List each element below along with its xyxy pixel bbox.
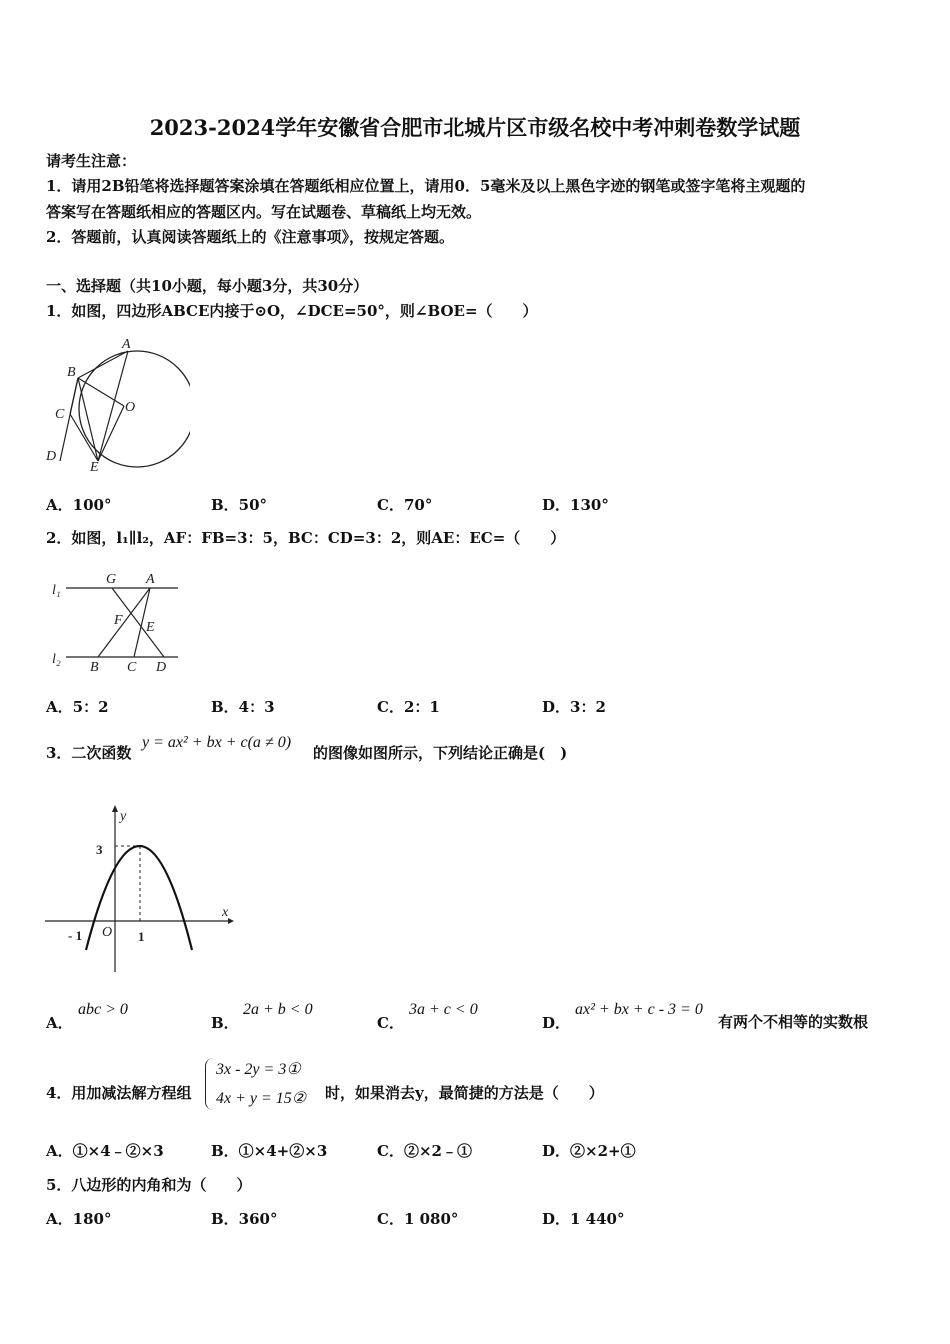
q3-option-d-letter[interactable]: D．: [542, 1014, 571, 1032]
q1-option-b[interactable]: B．50°: [211, 496, 268, 514]
q2-label-l1: l₁: [52, 583, 61, 598]
q1-label-c: C: [55, 407, 65, 422]
question-5-stem: 5．八边形的内角和为（ ）: [46, 1176, 252, 1194]
q2-option-d[interactable]: D．3：2: [542, 698, 606, 716]
q3-label-neg1: - 1: [68, 928, 83, 943]
q1-option-c[interactable]: C．70°: [377, 496, 433, 514]
q1-line-be: [78, 378, 98, 461]
q5-option-c[interactable]: C．1 080°: [377, 1210, 459, 1228]
q2-label-e: E: [146, 620, 155, 635]
q2-parallel-figure: [46, 566, 186, 676]
q3-label-1: 1: [138, 929, 145, 944]
page-title: 2023-2024学年安徽省合肥市北城片区市级名校中考冲刺卷数学试题: [149, 115, 801, 140]
q4-option-c[interactable]: C．②×2﹣①: [377, 1142, 472, 1160]
question-1-stem: 1．如图，四边形ABCE内接于⊙O，∠DCE=50°，则∠BOE=（ ）: [46, 302, 538, 320]
q3-option-d-math: ax² + bx + c - 3 = 0: [575, 1001, 703, 1018]
q2-label-c: C: [127, 660, 137, 675]
q3-option-a-math: abc > 0: [78, 1001, 128, 1018]
q2-label-l2: l₂: [52, 652, 61, 667]
q2-option-a[interactable]: A．5：2: [46, 698, 109, 716]
q3-option-d-text: 有两个不相等的实数根: [718, 1013, 869, 1031]
q5-option-a[interactable]: A．180°: [46, 1210, 112, 1228]
notice-heading: 请考生注意：: [46, 152, 137, 170]
notice-line-1: 1．请用2B铅笔将选择题答案涂填在答题纸相应位置上，请用0．5毫米及以上黑色字迹的钢笔或签字笔将主观题的: [46, 177, 806, 195]
question-4-stem-post: 时，如果消去y，最简捷的方法是（ ）: [325, 1084, 604, 1102]
question-2-stem: 2．如图，l₁∥l₂，AF：FB=3：5，BC：CD=3：2，则AE：EC=（ ）: [46, 529, 566, 547]
q4-option-d[interactable]: D．②×2+①: [542, 1142, 636, 1160]
q3-option-c-letter[interactable]: C．: [377, 1014, 404, 1032]
q2-option-b[interactable]: B．4：3: [211, 698, 275, 716]
q4-equation-2: 4x + y = 15②: [216, 1090, 307, 1107]
q4-option-b[interactable]: B．①×4+②×3: [211, 1142, 328, 1160]
notice-line-2: 答案写在答题纸相应的答题区内。写在试题卷、草稿纸上均无效。: [46, 203, 482, 221]
section-heading: 一、选择题（共10小题，每小题3分，共30分）: [46, 277, 369, 295]
q1-option-d[interactable]: D．130°: [542, 496, 609, 514]
q3-y-arrow: [112, 805, 118, 812]
q3-label-x: x: [222, 905, 229, 920]
q1-option-a[interactable]: A．100°: [46, 496, 112, 514]
q3-option-b-letter[interactable]: B．: [211, 1014, 239, 1032]
q1-label-d: D: [46, 449, 57, 464]
q3-x-arrow: [228, 918, 234, 924]
q4-equation-1: 3x - 2y = 3①: [216, 1061, 301, 1078]
question-3-stem-pre: 3．二次函数: [46, 744, 132, 762]
notice-line-3: 2．答题前，认真阅读答题纸上的《注意事项》，按规定答题。: [46, 228, 454, 246]
q4-system-brace: [205, 1058, 214, 1110]
q2-label-d: D: [156, 660, 167, 675]
q1-label-o: O: [125, 400, 136, 415]
q1-label-b: B: [67, 365, 76, 380]
q3-option-a-letter[interactable]: A．: [46, 1014, 73, 1032]
q2-label-b: B: [90, 660, 99, 675]
q2-label-f: F: [114, 613, 123, 628]
q1-line-ba: [78, 351, 128, 378]
q2-label-a: A: [146, 572, 155, 587]
q3-label-o: O: [102, 925, 113, 940]
q3-label-y: y: [120, 809, 127, 824]
q3-option-c-math: 3a + c < 0: [409, 1001, 478, 1018]
question-3-formula: y = ax² + bx + c(a ≠ 0): [142, 734, 292, 751]
question-3-stem-post: 的图像如图所示，下列结论正确是( ): [313, 744, 568, 762]
q3-label-3: 3: [96, 842, 103, 857]
question-4-stem-pre: 4．用加减法解方程组: [46, 1084, 192, 1102]
q5-option-b[interactable]: B．360°: [211, 1210, 278, 1228]
q4-option-a[interactable]: A．①×4﹣②×3: [46, 1142, 164, 1160]
q2-option-c[interactable]: C．2：1: [377, 698, 440, 716]
q1-label-a: A: [122, 337, 131, 352]
q5-option-d[interactable]: D．1 440°: [542, 1210, 625, 1228]
q1-circle-figure: [40, 336, 190, 476]
q3-option-b-math: 2a + b < 0: [243, 1001, 313, 1018]
q1-label-e: E: [90, 460, 99, 475]
q2-label-g: G: [106, 572, 117, 587]
q3-parabola-figure: [40, 800, 240, 980]
q1-line-ce: [70, 414, 98, 461]
